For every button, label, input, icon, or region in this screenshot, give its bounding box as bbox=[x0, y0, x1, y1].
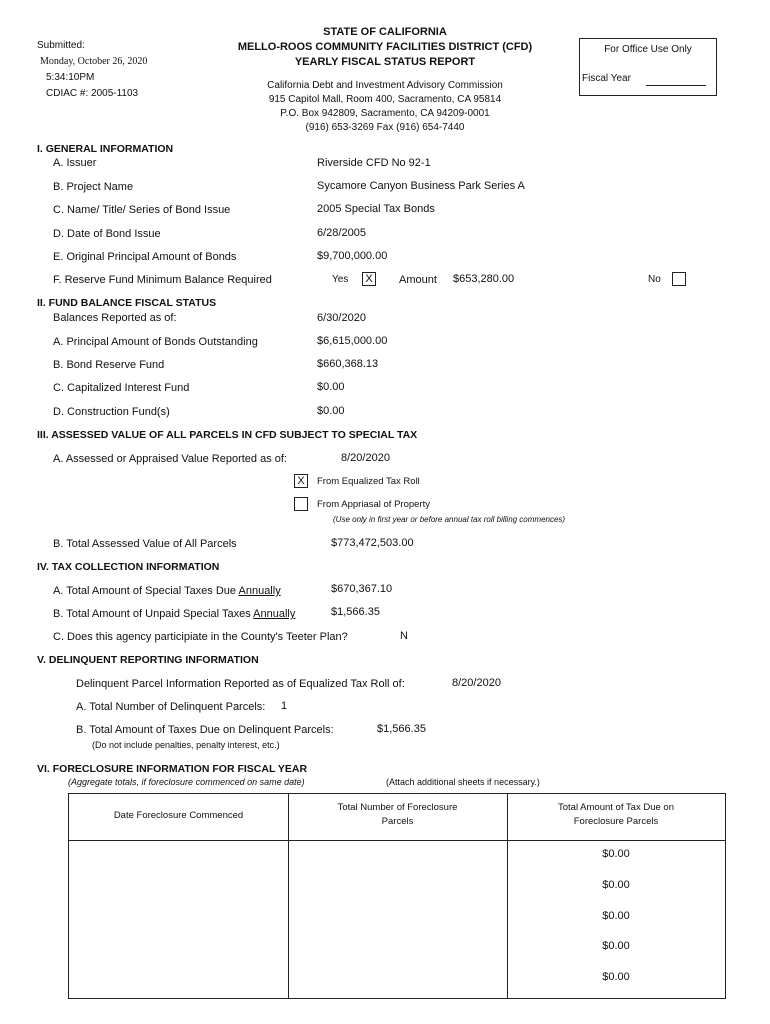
delinquent-amount-value: $1,566.35 bbox=[377, 723, 426, 735]
cdiac-number: CDIAC #: 2005-1103 bbox=[46, 88, 139, 99]
equalized-roll-checkbox[interactable]: X bbox=[294, 474, 308, 488]
delinquent-count-label: A. Total Number of Delinquent Parcels: bbox=[76, 701, 266, 713]
section-tax-collection: IV. TAX COLLECTION INFORMATION bbox=[37, 561, 220, 573]
capitalized-interest-label: C. Capitalized Interest Fund bbox=[53, 382, 190, 394]
foreclosure-attach-note: (Attach additional sheets if necessary.) bbox=[386, 777, 540, 787]
construction-fund-label: D. Construction Fund(s) bbox=[53, 406, 170, 418]
section-assessed-value: III. ASSESSED VALUE OF ALL PARCELS IN CFD SUBJECT TO SPECIAL TAX bbox=[37, 429, 418, 441]
reserve-no-checkbox[interactable] bbox=[672, 272, 686, 286]
equalized-roll-label: From Equalized Tax Roll bbox=[317, 476, 420, 487]
bond-date-value: 6/28/2005 bbox=[317, 227, 366, 239]
foreclosure-aggregate-note: (Aggregate totals, if foreclosure commenced on same date) bbox=[68, 777, 305, 787]
teeter-plan-label: C. Does this agency participiate in the County's Teeter Plan? bbox=[53, 631, 348, 643]
capitalized-interest-value: $0.00 bbox=[317, 381, 345, 393]
balances-as-of-value: 6/30/2020 bbox=[317, 312, 366, 324]
unpaid-taxes-value: $1,566.35 bbox=[331, 606, 380, 618]
col-header-amount: Total Amount of Tax Due on bbox=[557, 802, 674, 813]
outstanding-value: $6,615,000.00 bbox=[317, 335, 388, 347]
section-fund-balance: II. FUND BALANCE FISCAL STATUS bbox=[37, 297, 217, 309]
header-state: STATE OF CALIFORNIA bbox=[323, 26, 447, 38]
taxes-due-value: $670,367.10 bbox=[331, 583, 393, 595]
outstanding-label: A. Principal Amount of Bonds Outstanding bbox=[53, 336, 258, 348]
foreclosure-table bbox=[68, 793, 726, 999]
reserve-yes-label: Yes bbox=[332, 274, 349, 285]
reserve-yes-checkbox[interactable]: X bbox=[362, 272, 376, 286]
appraisal-checkbox[interactable] bbox=[294, 497, 308, 511]
bond-date-label: D. Date of Bond Issue bbox=[53, 228, 161, 240]
assessed-as-of-value: 8/20/2020 bbox=[341, 452, 390, 464]
teeter-plan-value: N bbox=[400, 630, 408, 642]
header-address: 915 Capitol Mall, Room 400, Sacramento, CA 95814 bbox=[268, 94, 502, 105]
project-value: Sycamore Canyon Business Park Series A bbox=[317, 180, 525, 192]
reserve-no-label: No bbox=[648, 274, 661, 285]
total-assessed-value: $773,472,503.00 bbox=[331, 537, 414, 549]
unpaid-taxes-label: B. Total Amount of Unpaid Special Taxes Annually bbox=[53, 608, 296, 620]
principal-label: E. Original Principal Amount of Bonds bbox=[53, 251, 237, 263]
header-commission: California Debt and Investment Advisory Commission bbox=[267, 80, 503, 91]
header-report-title: YEARLY FISCAL STATUS REPORT bbox=[294, 56, 476, 68]
header-po-box: P.O. Box 942809, Sacramento, CA 94209-0001 bbox=[280, 108, 490, 119]
issuer-label: A. Issuer bbox=[53, 157, 97, 169]
total-assessed-label: B. Total Assessed Value of All Parcels bbox=[53, 538, 237, 550]
section-general-info: I. GENERAL INFORMATION bbox=[37, 143, 174, 155]
series-value: 2005 Special Tax Bonds bbox=[317, 203, 435, 215]
principal-value: $9,700,000.00 bbox=[317, 250, 388, 262]
header-district: MELLO-ROOS COMMUNITY FACILITIES DISTRICT (CFD) bbox=[237, 41, 533, 53]
delinquent-amount-label: B. Total Amount of Taxes Due on Delinquent Parcels: bbox=[76, 724, 334, 736]
reserve-amount-label: Amount bbox=[399, 274, 437, 286]
delinquent-as-of-value: 8/20/2020 bbox=[452, 677, 501, 689]
project-label: B. Project Name bbox=[53, 181, 134, 193]
appraisal-label: From Appriasal of Property bbox=[317, 499, 430, 510]
construction-fund-value: $0.00 bbox=[317, 405, 345, 417]
section-delinquent: V. DELINQUENT REPORTING INFORMATION bbox=[37, 654, 259, 666]
balances-as-of-label: Balances Reported as of: bbox=[53, 312, 177, 324]
delinquent-note: (Do not include penalties, penalty interest, etc.) bbox=[92, 740, 280, 750]
delinquent-count-value: 1 bbox=[281, 700, 288, 712]
foreclosure-amount-cell: $0.00 bbox=[602, 910, 630, 922]
foreclosure-amount-cell: $0.00 bbox=[602, 848, 630, 860]
office-use-box bbox=[579, 38, 717, 96]
col-header-amount-line2: Foreclosure Parcels bbox=[573, 816, 659, 827]
foreclosure-amount-cell: $0.00 bbox=[602, 971, 630, 983]
fiscal-year-field[interactable] bbox=[646, 85, 706, 86]
appraisal-note: (Use only in first year or before annual tax roll billing commences) bbox=[333, 515, 566, 524]
bond-reserve-value: $660,368.13 bbox=[317, 358, 379, 370]
foreclosure-amount-cell: $0.00 bbox=[602, 879, 630, 891]
submitted-label: Submitted: bbox=[37, 40, 85, 51]
reserve-required-label: F. Reserve Fund Minimum Balance Required bbox=[53, 274, 272, 286]
series-label: C. Name/ Title/ Series of Bond Issue bbox=[53, 204, 231, 216]
fiscal-year-label: Fiscal Year bbox=[582, 73, 631, 84]
assessed-as-of-label: A. Assessed or Appraised Value Reported as of: bbox=[53, 453, 287, 465]
table-header-rule bbox=[69, 840, 725, 841]
office-use-title: For Office Use Only bbox=[604, 44, 692, 55]
col-header-count-line2: Parcels bbox=[381, 816, 414, 827]
bond-reserve-label: B. Bond Reserve Fund bbox=[53, 359, 165, 371]
taxes-due-label: A. Total Amount of Special Taxes Due Annually bbox=[53, 585, 281, 597]
col-header-date: Date Foreclosure Commenced bbox=[113, 810, 244, 821]
delinquent-as-of-label: Delinquent Parcel Information Reported as of Equalized Tax Roll of: bbox=[76, 678, 405, 690]
foreclosure-amount-cell: $0.00 bbox=[602, 940, 630, 952]
submitted-time: 5:34:10PM bbox=[46, 72, 95, 83]
reserve-amount-value: $653,280.00 bbox=[453, 273, 515, 285]
submitted-date: Monday, October 26, 2020 bbox=[40, 56, 148, 67]
header-phone: (916) 653-3269 Fax (916) 654-7440 bbox=[305, 122, 465, 133]
section-foreclosure: VI. FORECLOSURE INFORMATION FOR FISCAL YEAR bbox=[37, 763, 308, 775]
issuer-value: Riverside CFD No 92-1 bbox=[317, 157, 431, 169]
col-header-count: Total Number of Foreclosure bbox=[337, 802, 458, 813]
